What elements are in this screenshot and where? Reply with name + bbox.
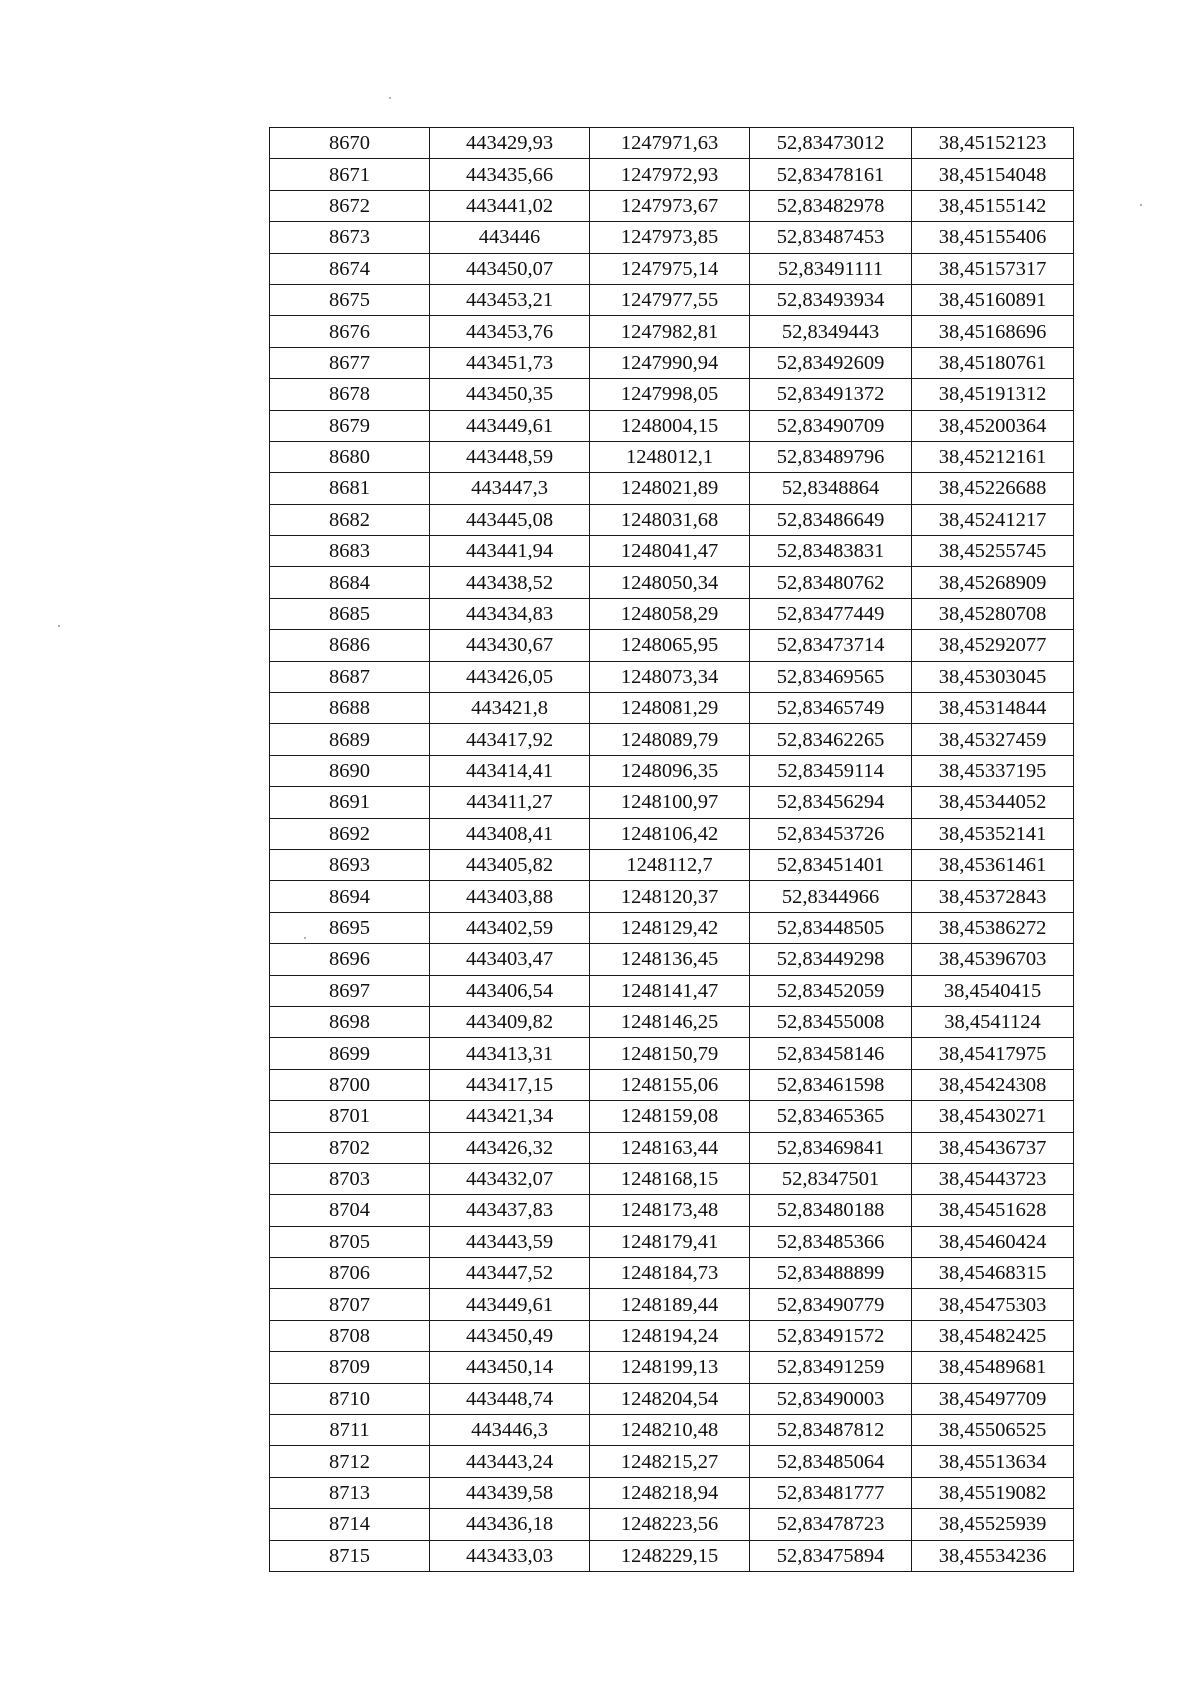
table-row bbox=[270, 881, 1074, 912]
x-coordinate-cell: 443405,82 bbox=[430, 849, 590, 880]
latitude-cell: 52,8344966 bbox=[750, 881, 912, 912]
table-row bbox=[270, 316, 1074, 347]
latitude-cell: 52,83475894 bbox=[750, 1540, 912, 1571]
longitude-cell: 38,45160891 bbox=[912, 284, 1074, 315]
y-coordinate-cell: 1247973,85 bbox=[590, 222, 750, 253]
y-coordinate-cell: 1247972,93 bbox=[590, 159, 750, 190]
latitude-cell: 52,83473012 bbox=[750, 128, 912, 159]
y-coordinate-cell: 1248194,24 bbox=[590, 1320, 750, 1351]
longitude-cell: 38,45168696 bbox=[912, 316, 1074, 347]
table-row bbox=[270, 598, 1074, 629]
table-row bbox=[270, 912, 1074, 943]
longitude-cell: 38,45241217 bbox=[912, 504, 1074, 535]
latitude-cell: 52,83492609 bbox=[750, 347, 912, 378]
table-row bbox=[270, 1540, 1074, 1571]
y-coordinate-cell: 1248204,54 bbox=[590, 1383, 750, 1414]
x-coordinate-cell: 443414,41 bbox=[430, 755, 590, 786]
table-row bbox=[270, 630, 1074, 661]
y-coordinate-cell: 1248112,7 bbox=[590, 849, 750, 880]
latitude-cell: 52,83469841 bbox=[750, 1132, 912, 1163]
y-coordinate-cell: 1248141,47 bbox=[590, 975, 750, 1006]
table-row bbox=[270, 536, 1074, 567]
x-coordinate-cell: 443453,21 bbox=[430, 284, 590, 315]
y-coordinate-cell: 1248229,15 bbox=[590, 1540, 750, 1571]
latitude-cell: 52,83491572 bbox=[750, 1320, 912, 1351]
x-coordinate-cell: 443417,92 bbox=[430, 724, 590, 755]
y-coordinate-cell: 1248120,37 bbox=[590, 881, 750, 912]
table-row bbox=[270, 1352, 1074, 1383]
longitude-cell: 38,45430271 bbox=[912, 1101, 1074, 1132]
longitude-cell: 38,45152123 bbox=[912, 128, 1074, 159]
latitude-cell: 52,8347501 bbox=[750, 1163, 912, 1194]
latitude-cell: 52,8349443 bbox=[750, 316, 912, 347]
x-coordinate-cell: 443421,34 bbox=[430, 1101, 590, 1132]
x-coordinate-cell: 443406,54 bbox=[430, 975, 590, 1006]
table-row bbox=[270, 1226, 1074, 1257]
point-number-cell: 8706 bbox=[270, 1258, 430, 1289]
table-row bbox=[270, 504, 1074, 535]
x-coordinate-cell: 443432,07 bbox=[430, 1163, 590, 1194]
y-coordinate-cell: 1247982,81 bbox=[590, 316, 750, 347]
point-number-cell: 8682 bbox=[270, 504, 430, 535]
y-coordinate-cell: 1248199,13 bbox=[590, 1352, 750, 1383]
point-number-cell: 8699 bbox=[270, 1038, 430, 1069]
latitude-cell: 52,83493934 bbox=[750, 284, 912, 315]
point-number-cell: 8714 bbox=[270, 1509, 430, 1540]
y-coordinate-cell: 1248096,35 bbox=[590, 755, 750, 786]
point-number-cell: 8672 bbox=[270, 190, 430, 221]
x-coordinate-cell: 443449,61 bbox=[430, 1289, 590, 1320]
latitude-cell: 52,8348864 bbox=[750, 473, 912, 504]
point-number-cell: 8701 bbox=[270, 1101, 430, 1132]
point-number-cell: 8715 bbox=[270, 1540, 430, 1571]
y-coordinate-cell: 1248223,56 bbox=[590, 1509, 750, 1540]
x-coordinate-cell: 443449,61 bbox=[430, 410, 590, 441]
x-coordinate-cell: 443434,83 bbox=[430, 598, 590, 629]
point-number-cell: 8698 bbox=[270, 1006, 430, 1037]
point-number-cell: 8703 bbox=[270, 1163, 430, 1194]
latitude-cell: 52,83491372 bbox=[750, 379, 912, 410]
latitude-cell: 52,83465749 bbox=[750, 693, 912, 724]
table-row bbox=[270, 849, 1074, 880]
longitude-cell: 38,45180761 bbox=[912, 347, 1074, 378]
longitude-cell: 38,45157317 bbox=[912, 253, 1074, 284]
longitude-cell: 38,45226688 bbox=[912, 473, 1074, 504]
x-coordinate-cell: 443435,66 bbox=[430, 159, 590, 190]
table-row bbox=[270, 1132, 1074, 1163]
latitude-cell: 52,83461598 bbox=[750, 1069, 912, 1100]
latitude-cell: 52,83485064 bbox=[750, 1446, 912, 1477]
longitude-cell: 38,45155406 bbox=[912, 222, 1074, 253]
coordinates-table-body bbox=[270, 128, 1074, 1572]
point-number-cell: 8697 bbox=[270, 975, 430, 1006]
y-coordinate-cell: 1248168,15 bbox=[590, 1163, 750, 1194]
y-coordinate-cell: 1248012,1 bbox=[590, 441, 750, 472]
point-number-cell: 8681 bbox=[270, 473, 430, 504]
point-number-cell: 8688 bbox=[270, 693, 430, 724]
longitude-cell: 38,45361461 bbox=[912, 849, 1074, 880]
y-coordinate-cell: 1247971,63 bbox=[590, 128, 750, 159]
longitude-cell: 38,45154048 bbox=[912, 159, 1074, 190]
point-number-cell: 8711 bbox=[270, 1415, 430, 1446]
latitude-cell: 52,83480762 bbox=[750, 567, 912, 598]
latitude-cell: 52,83473714 bbox=[750, 630, 912, 661]
latitude-cell: 52,83465365 bbox=[750, 1101, 912, 1132]
y-coordinate-cell: 1247998,05 bbox=[590, 379, 750, 410]
longitude-cell: 38,45489681 bbox=[912, 1352, 1074, 1383]
point-number-cell: 8693 bbox=[270, 849, 430, 880]
point-number-cell: 8692 bbox=[270, 818, 430, 849]
latitude-cell: 52,83490779 bbox=[750, 1289, 912, 1320]
latitude-cell: 52,83459114 bbox=[750, 755, 912, 786]
y-coordinate-cell: 1248021,89 bbox=[590, 473, 750, 504]
table-row bbox=[270, 1101, 1074, 1132]
table-row bbox=[270, 128, 1074, 159]
latitude-cell: 52,83485366 bbox=[750, 1226, 912, 1257]
longitude-cell: 38,45396703 bbox=[912, 944, 1074, 975]
x-coordinate-cell: 443450,14 bbox=[430, 1352, 590, 1383]
latitude-cell: 52,83483831 bbox=[750, 536, 912, 567]
table-row bbox=[270, 567, 1074, 598]
table-row bbox=[270, 253, 1074, 284]
latitude-cell: 52,83487453 bbox=[750, 222, 912, 253]
table-row bbox=[270, 1163, 1074, 1194]
latitude-cell: 52,83449298 bbox=[750, 944, 912, 975]
latitude-cell: 52,83448505 bbox=[750, 912, 912, 943]
y-coordinate-cell: 1248073,34 bbox=[590, 661, 750, 692]
point-number-cell: 8677 bbox=[270, 347, 430, 378]
table-row bbox=[270, 1069, 1074, 1100]
longitude-cell: 38,4540415 bbox=[912, 975, 1074, 1006]
x-coordinate-cell: 443446 bbox=[430, 222, 590, 253]
point-number-cell: 8709 bbox=[270, 1352, 430, 1383]
y-coordinate-cell: 1248089,79 bbox=[590, 724, 750, 755]
point-number-cell: 8679 bbox=[270, 410, 430, 441]
table-row bbox=[270, 410, 1074, 441]
longitude-cell: 38,45303045 bbox=[912, 661, 1074, 692]
table-row bbox=[270, 159, 1074, 190]
x-coordinate-cell: 443450,49 bbox=[430, 1320, 590, 1351]
table-row bbox=[270, 755, 1074, 786]
longitude-cell: 38,45460424 bbox=[912, 1226, 1074, 1257]
longitude-cell: 38,45451628 bbox=[912, 1195, 1074, 1226]
table-row bbox=[270, 1038, 1074, 1069]
table-row bbox=[270, 473, 1074, 504]
x-coordinate-cell: 443447,52 bbox=[430, 1258, 590, 1289]
y-coordinate-cell: 1248004,15 bbox=[590, 410, 750, 441]
point-number-cell: 8689 bbox=[270, 724, 430, 755]
longitude-cell: 38,45327459 bbox=[912, 724, 1074, 755]
latitude-cell: 52,83478723 bbox=[750, 1509, 912, 1540]
table-row bbox=[270, 661, 1074, 692]
y-coordinate-cell: 1248189,44 bbox=[590, 1289, 750, 1320]
x-coordinate-cell: 443426,32 bbox=[430, 1132, 590, 1163]
point-number-cell: 8680 bbox=[270, 441, 430, 472]
x-coordinate-cell: 443429,93 bbox=[430, 128, 590, 159]
point-number-cell: 8696 bbox=[270, 944, 430, 975]
y-coordinate-cell: 1248210,48 bbox=[590, 1415, 750, 1446]
x-coordinate-cell: 443421,8 bbox=[430, 693, 590, 724]
longitude-cell: 38,45255745 bbox=[912, 536, 1074, 567]
x-coordinate-cell: 443403,47 bbox=[430, 944, 590, 975]
x-coordinate-cell: 443445,08 bbox=[430, 504, 590, 535]
longitude-cell: 38,45352141 bbox=[912, 818, 1074, 849]
point-number-cell: 8670 bbox=[270, 128, 430, 159]
longitude-cell: 38,45475303 bbox=[912, 1289, 1074, 1320]
table-row bbox=[270, 787, 1074, 818]
x-coordinate-cell: 443417,15 bbox=[430, 1069, 590, 1100]
coordinates-table bbox=[269, 127, 1074, 1572]
point-number-cell: 8694 bbox=[270, 881, 430, 912]
point-number-cell: 8674 bbox=[270, 253, 430, 284]
latitude-cell: 52,83451401 bbox=[750, 849, 912, 880]
x-coordinate-cell: 443441,94 bbox=[430, 536, 590, 567]
table-row bbox=[270, 284, 1074, 315]
y-coordinate-cell: 1247990,94 bbox=[590, 347, 750, 378]
longitude-cell: 38,45534236 bbox=[912, 1540, 1074, 1571]
x-coordinate-cell: 443447,3 bbox=[430, 473, 590, 504]
x-coordinate-cell: 443402,59 bbox=[430, 912, 590, 943]
y-coordinate-cell: 1248065,95 bbox=[590, 630, 750, 661]
point-number-cell: 8712 bbox=[270, 1446, 430, 1477]
x-coordinate-cell: 443443,24 bbox=[430, 1446, 590, 1477]
longitude-cell: 38,45155142 bbox=[912, 190, 1074, 221]
longitude-cell: 38,45372843 bbox=[912, 881, 1074, 912]
x-coordinate-cell: 443450,07 bbox=[430, 253, 590, 284]
point-number-cell: 8704 bbox=[270, 1195, 430, 1226]
table-row bbox=[270, 1258, 1074, 1289]
table-row bbox=[270, 1289, 1074, 1320]
longitude-cell: 38,45292077 bbox=[912, 630, 1074, 661]
x-coordinate-cell: 443446,3 bbox=[430, 1415, 590, 1446]
longitude-cell: 38,45525939 bbox=[912, 1509, 1074, 1540]
point-number-cell: 8685 bbox=[270, 598, 430, 629]
point-number-cell: 8710 bbox=[270, 1383, 430, 1414]
table-row bbox=[270, 818, 1074, 849]
point-number-cell: 8700 bbox=[270, 1069, 430, 1100]
latitude-cell: 52,83490003 bbox=[750, 1383, 912, 1414]
y-coordinate-cell: 1248100,97 bbox=[590, 787, 750, 818]
y-coordinate-cell: 1248155,06 bbox=[590, 1069, 750, 1100]
y-coordinate-cell: 1248159,08 bbox=[590, 1101, 750, 1132]
x-coordinate-cell: 443411,27 bbox=[430, 787, 590, 818]
longitude-cell: 38,45513634 bbox=[912, 1446, 1074, 1477]
x-coordinate-cell: 443426,05 bbox=[430, 661, 590, 692]
longitude-cell: 38,45497709 bbox=[912, 1383, 1074, 1414]
point-number-cell: 8686 bbox=[270, 630, 430, 661]
y-coordinate-cell: 1247975,14 bbox=[590, 253, 750, 284]
point-number-cell: 8713 bbox=[270, 1477, 430, 1508]
table-row bbox=[270, 1477, 1074, 1508]
x-coordinate-cell: 443448,59 bbox=[430, 441, 590, 472]
latitude-cell: 52,83481777 bbox=[750, 1477, 912, 1508]
table-row bbox=[270, 1006, 1074, 1037]
table-row bbox=[270, 222, 1074, 253]
x-coordinate-cell: 443430,67 bbox=[430, 630, 590, 661]
table-row bbox=[270, 944, 1074, 975]
y-coordinate-cell: 1248129,42 bbox=[590, 912, 750, 943]
longitude-cell: 38,45443723 bbox=[912, 1163, 1074, 1194]
y-coordinate-cell: 1248106,42 bbox=[590, 818, 750, 849]
y-coordinate-cell: 1248041,47 bbox=[590, 536, 750, 567]
latitude-cell: 52,83477449 bbox=[750, 598, 912, 629]
point-number-cell: 8676 bbox=[270, 316, 430, 347]
point-number-cell: 8673 bbox=[270, 222, 430, 253]
table-row bbox=[270, 693, 1074, 724]
y-coordinate-cell: 1248163,44 bbox=[590, 1132, 750, 1163]
x-coordinate-cell: 443448,74 bbox=[430, 1383, 590, 1414]
y-coordinate-cell: 1248146,25 bbox=[590, 1006, 750, 1037]
point-number-cell: 8678 bbox=[270, 379, 430, 410]
longitude-cell: 38,45424308 bbox=[912, 1069, 1074, 1100]
x-coordinate-cell: 443408,41 bbox=[430, 818, 590, 849]
x-coordinate-cell: 443403,88 bbox=[430, 881, 590, 912]
x-coordinate-cell: 443409,82 bbox=[430, 1006, 590, 1037]
x-coordinate-cell: 443453,76 bbox=[430, 316, 590, 347]
longitude-cell: 38,45386272 bbox=[912, 912, 1074, 943]
x-coordinate-cell: 443413,31 bbox=[430, 1038, 590, 1069]
latitude-cell: 52,83486649 bbox=[750, 504, 912, 535]
y-coordinate-cell: 1248150,79 bbox=[590, 1038, 750, 1069]
y-coordinate-cell: 1248218,94 bbox=[590, 1477, 750, 1508]
table-row bbox=[270, 1195, 1074, 1226]
latitude-cell: 52,83491111 bbox=[750, 253, 912, 284]
table-row bbox=[270, 379, 1074, 410]
y-coordinate-cell: 1248031,68 bbox=[590, 504, 750, 535]
x-coordinate-cell: 443441,02 bbox=[430, 190, 590, 221]
table-row bbox=[270, 724, 1074, 755]
latitude-cell: 52,83491259 bbox=[750, 1352, 912, 1383]
longitude-cell: 38,45436737 bbox=[912, 1132, 1074, 1163]
table-row bbox=[270, 190, 1074, 221]
longitude-cell: 38,45212161 bbox=[912, 441, 1074, 472]
point-number-cell: 8690 bbox=[270, 755, 430, 786]
longitude-cell: 38,45280708 bbox=[912, 598, 1074, 629]
longitude-cell: 38,45314844 bbox=[912, 693, 1074, 724]
y-coordinate-cell: 1247973,67 bbox=[590, 190, 750, 221]
table-row bbox=[270, 347, 1074, 378]
longitude-cell: 38,45337195 bbox=[912, 755, 1074, 786]
x-coordinate-cell: 443439,58 bbox=[430, 1477, 590, 1508]
table-row bbox=[270, 1446, 1074, 1477]
y-coordinate-cell: 1247977,55 bbox=[590, 284, 750, 315]
point-number-cell: 8675 bbox=[270, 284, 430, 315]
longitude-cell: 38,45417975 bbox=[912, 1038, 1074, 1069]
table-row bbox=[270, 975, 1074, 1006]
latitude-cell: 52,83480188 bbox=[750, 1195, 912, 1226]
longitude-cell: 38,45482425 bbox=[912, 1320, 1074, 1351]
point-number-cell: 8691 bbox=[270, 787, 430, 818]
latitude-cell: 52,83487812 bbox=[750, 1415, 912, 1446]
x-coordinate-cell: 443433,03 bbox=[430, 1540, 590, 1571]
point-number-cell: 8707 bbox=[270, 1289, 430, 1320]
x-coordinate-cell: 443436,18 bbox=[430, 1509, 590, 1540]
x-coordinate-cell: 443437,83 bbox=[430, 1195, 590, 1226]
table-row bbox=[270, 1383, 1074, 1414]
scan-speck bbox=[389, 97, 391, 99]
latitude-cell: 52,83469565 bbox=[750, 661, 912, 692]
y-coordinate-cell: 1248050,34 bbox=[590, 567, 750, 598]
y-coordinate-cell: 1248136,45 bbox=[590, 944, 750, 975]
point-number-cell: 8671 bbox=[270, 159, 430, 190]
point-number-cell: 8705 bbox=[270, 1226, 430, 1257]
y-coordinate-cell: 1248081,29 bbox=[590, 693, 750, 724]
latitude-cell: 52,83458146 bbox=[750, 1038, 912, 1069]
y-coordinate-cell: 1248184,73 bbox=[590, 1258, 750, 1289]
y-coordinate-cell: 1248173,48 bbox=[590, 1195, 750, 1226]
y-coordinate-cell: 1248215,27 bbox=[590, 1446, 750, 1477]
x-coordinate-cell: 443443,59 bbox=[430, 1226, 590, 1257]
longitude-cell: 38,45268909 bbox=[912, 567, 1074, 598]
longitude-cell: 38,45519082 bbox=[912, 1477, 1074, 1508]
point-number-cell: 8702 bbox=[270, 1132, 430, 1163]
longitude-cell: 38,45191312 bbox=[912, 379, 1074, 410]
table-row bbox=[270, 1509, 1074, 1540]
table-row bbox=[270, 1320, 1074, 1351]
longitude-cell: 38,45506525 bbox=[912, 1415, 1074, 1446]
x-coordinate-cell: 443451,73 bbox=[430, 347, 590, 378]
point-number-cell: 8708 bbox=[270, 1320, 430, 1351]
latitude-cell: 52,83482978 bbox=[750, 190, 912, 221]
table-row bbox=[270, 1415, 1074, 1446]
latitude-cell: 52,83455008 bbox=[750, 1006, 912, 1037]
scan-speck bbox=[58, 625, 60, 627]
latitude-cell: 52,83453726 bbox=[750, 818, 912, 849]
latitude-cell: 52,83462265 bbox=[750, 724, 912, 755]
latitude-cell: 52,83488899 bbox=[750, 1258, 912, 1289]
latitude-cell: 52,83452059 bbox=[750, 975, 912, 1006]
x-coordinate-cell: 443450,35 bbox=[430, 379, 590, 410]
y-coordinate-cell: 1248179,41 bbox=[590, 1226, 750, 1257]
longitude-cell: 38,45468315 bbox=[912, 1258, 1074, 1289]
point-number-cell: 8683 bbox=[270, 536, 430, 567]
point-number-cell: 8687 bbox=[270, 661, 430, 692]
latitude-cell: 52,83456294 bbox=[750, 787, 912, 818]
y-coordinate-cell: 1248058,29 bbox=[590, 598, 750, 629]
scan-speck bbox=[1140, 204, 1142, 206]
latitude-cell: 52,83478161 bbox=[750, 159, 912, 190]
longitude-cell: 38,45200364 bbox=[912, 410, 1074, 441]
latitude-cell: 52,83489796 bbox=[750, 441, 912, 472]
table-row bbox=[270, 441, 1074, 472]
x-coordinate-cell: 443438,52 bbox=[430, 567, 590, 598]
latitude-cell: 52,83490709 bbox=[750, 410, 912, 441]
longitude-cell: 38,45344052 bbox=[912, 787, 1074, 818]
longitude-cell: 38,4541124 bbox=[912, 1006, 1074, 1037]
point-number-cell: 8695 bbox=[270, 912, 430, 943]
point-number-cell: 8684 bbox=[270, 567, 430, 598]
